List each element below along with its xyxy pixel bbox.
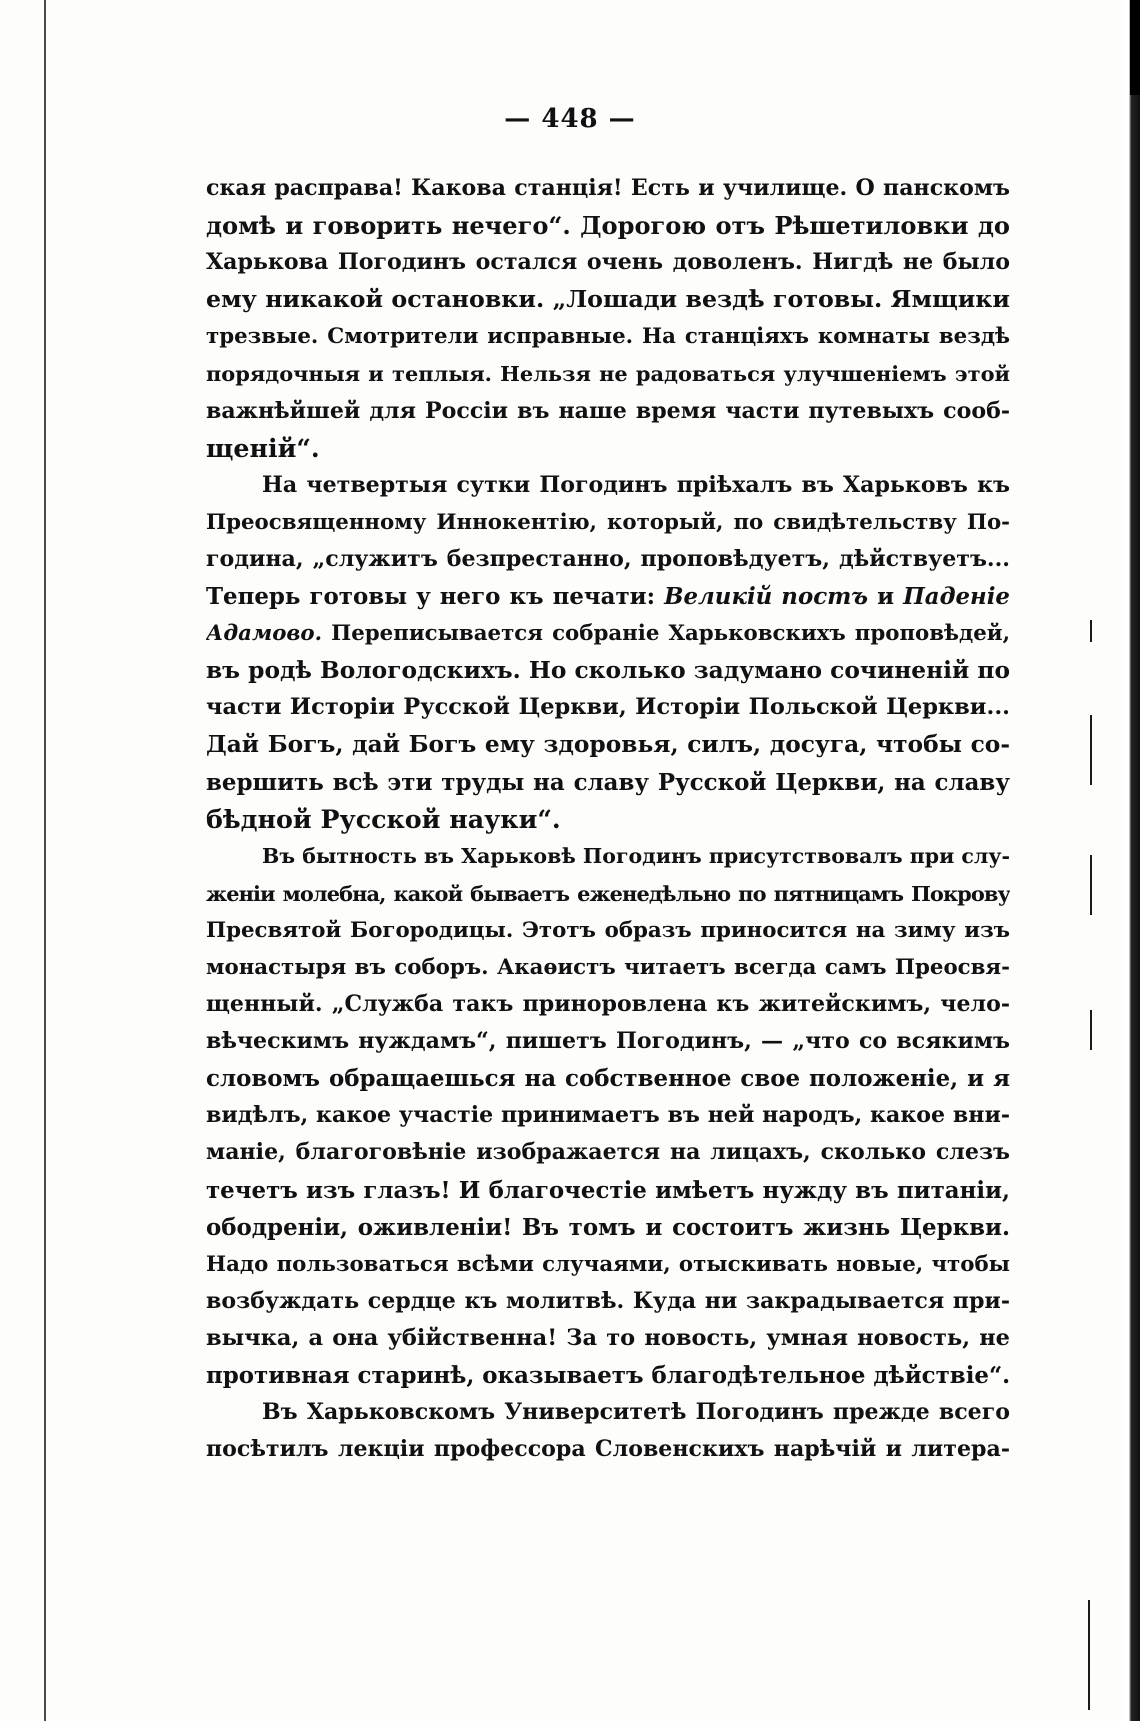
text-line: вершить всѣ эти труды на славу Русской Церкви, на славу [206, 768, 1010, 796]
page-number: — 448 — [504, 104, 636, 134]
text-line: важнѣйшей для Россіи въ наше время части путевыхъ сооб- [206, 397, 1010, 424]
text-line: противная старинѣ, оказываетъ благодѣтельное дѣйствіе“. [206, 1362, 1010, 1389]
italic-title: Великій постъ [664, 583, 869, 611]
text-line: порядочныя и теплыя. Нельзя не радоваться улучшеніемъ этой [206, 361, 1010, 387]
text-line: щеній“. [206, 432, 320, 463]
text-line: домѣ и говорить нечего“. Дорогою отъ Рѣшетиловки до [206, 211, 1010, 241]
text-line: Дай Богъ, дай Богъ ему здоровья, силъ, досуга, чтобы со- [206, 731, 1010, 759]
text-line-with-italics [206, 615, 1010, 652]
text-line: течетъ изъ глазъ! И благочестіе имѣетъ нужду въ питаніи, [206, 1176, 1010, 1204]
text-line: Харькова Погодинъ остался очень доволенъ. Нигдѣ не было [206, 249, 1010, 276]
body-text [206, 170, 1010, 1468]
text-line: монастыря въ соборъ. Акаѳистъ читаетъ всегда самъ Преосвя- [206, 954, 1010, 980]
text-line: женіи молебна, какой бываетъ еженедѣльно по пятницамъ Покрову [206, 880, 1010, 906]
text-line: части Исторіи Русской Церкви, Исторіи Польской Церкви... [206, 694, 1010, 721]
text-run: Переписывается собраніе Харьковскихъ проповѣдей, [331, 621, 1010, 647]
margin-mark [1090, 715, 1092, 785]
text-line: ская расправа! Какова станція! Есть и училище. О панскомъ [206, 175, 1010, 201]
text-line: година, „служитъ безпрестанно, проповѣдуетъ, дѣйствуетъ... [206, 545, 1010, 572]
text-line: щенный. „Служба такъ приноровлена къ житейскимъ, чело- [206, 991, 1010, 1018]
text-line: маніе, благоговѣніе изображается на лицахъ, сколько слезъ [206, 1139, 1010, 1166]
text-line: посѣтилъ лекціи профессора Словенскихъ нарѣчій и литера- [206, 1436, 1010, 1463]
text-line-with-italics [206, 578, 1010, 615]
margin-mark [1090, 620, 1092, 642]
page-right-edge-shadow [1124, 0, 1140, 1721]
text-line: бѣдной Русской науки“. [206, 803, 561, 834]
text-line: ободреніи, оживленіи! Въ томъ и состоитъ жизнь Церкви. [206, 1213, 1010, 1241]
text-line: трезвые. Смотрители исправные. На станціяхъ комнаты вездѣ [206, 324, 1010, 350]
page-left-edge-line [44, 0, 46, 1721]
margin-mark [1088, 1600, 1090, 1710]
margin-mark [1090, 855, 1092, 915]
text-line: вычка, а она убійственна! За то новость, умная новость, не [206, 1324, 1010, 1351]
text-line: На четвертыя сутки Погодинъ пріѣхалъ въ Харьковъ къ [262, 471, 1010, 498]
text-line: Надо пользоваться всѣми случаями, отыскивать новые, чтобы [206, 1251, 1010, 1277]
page-corner-mark [1130, 0, 1140, 95]
text-line: Въ бытность въ Харьковѣ Погодинъ присутствовалъ при слу- [262, 843, 1010, 868]
text-line: вѣческимъ нуждамъ“, пишетъ Погодинъ, — „что со всякимъ [206, 1028, 1010, 1055]
text-line: въ родѣ Вологодскихъ. Но сколько задумано сочиненій по [206, 657, 1010, 685]
text-line: возбуждать сердце къ молитвѣ. Куда ни закрадывается при- [206, 1287, 1010, 1314]
text-run: и [877, 583, 895, 611]
text-run: Теперь готовы у него къ печати: [206, 583, 656, 611]
text-line: Преосвященному Иннокентію, который, по свидѣтельству По- [206, 509, 1010, 535]
text-line: Въ Харьковскомъ Университетѣ Погодинъ прежде всего [262, 1399, 1010, 1426]
text-line: словомъ обращаешься на собственное свое положеніе, и я [206, 1065, 1010, 1093]
text-line: видѣлъ, какое участіе принимаетъ въ ней народъ, какое вни- [206, 1102, 1010, 1129]
text-line: ему никакой остановки. „Лошади вездѣ готовы. Ямщики [206, 285, 1010, 314]
text-line: Пресвятой Богородицы. Этотъ образъ приносится на зиму изъ [206, 917, 1010, 943]
margin-mark [1090, 1010, 1092, 1050]
italic-title: Адамово. [206, 621, 323, 647]
italic-title: Паденіе [903, 583, 1010, 611]
